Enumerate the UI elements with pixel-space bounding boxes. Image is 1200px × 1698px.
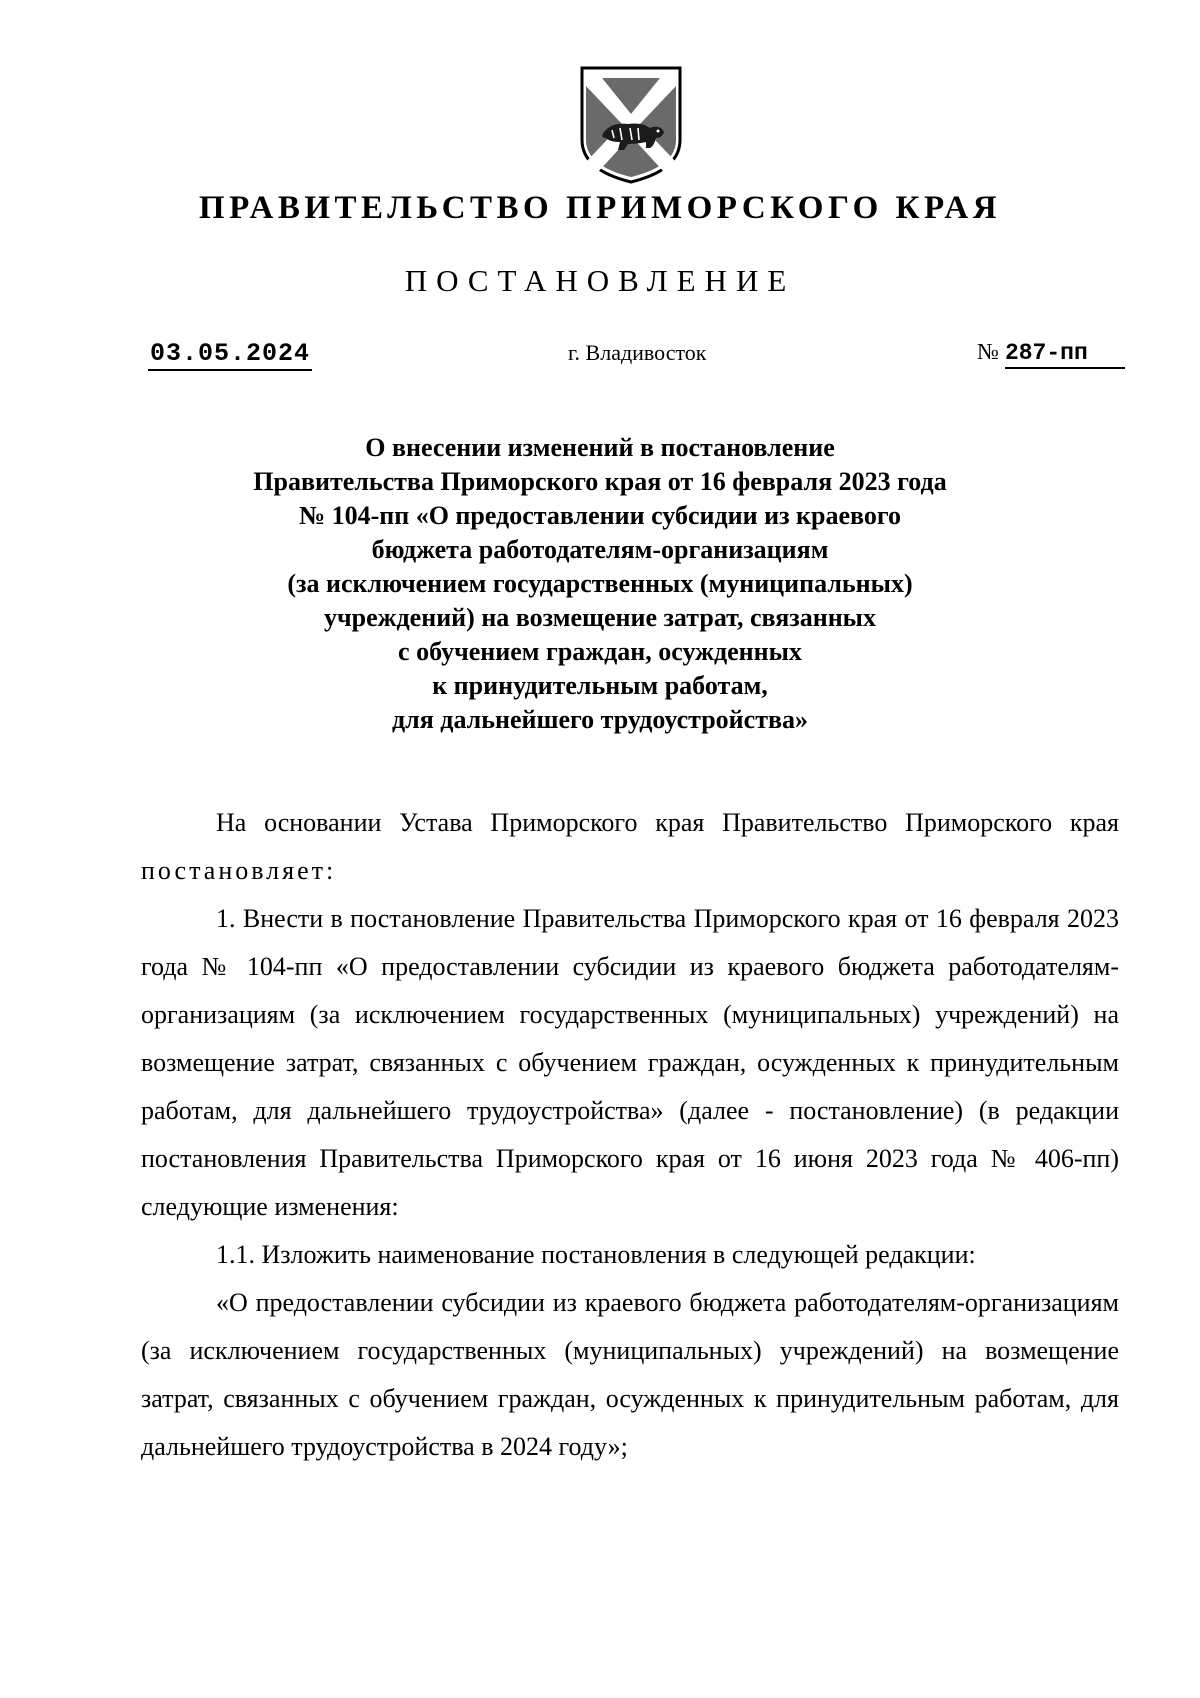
title-line: бюджета работодателям-организациям	[371, 535, 829, 564]
preamble-text: На основании Устава Приморского края Правительство Приморского края	[216, 808, 1119, 837]
preamble-paragraph	[141, 799, 1119, 895]
coat-of-arms-icon	[576, 62, 686, 184]
quote-paragraph: «О предоставлении субсидии из краевого бюджета работодателям-организациям (за исключением государственных (муниципальных) учреждений) на возмещение затрат, связанных с обучением граждан, осужденных к принудительным работам, для дальнейшего трудоустройства в 2024 году»;	[141, 1288, 1119, 1461]
title-line: к принудительным работам,	[432, 671, 768, 700]
number-value: 287-пп	[1005, 340, 1125, 369]
document-type: ПОСТАНОВЛЕНИЕ	[404, 263, 796, 298]
document-date: 03.05.2024	[148, 339, 312, 371]
organization-name: ПРАВИТЕЛЬСТВО ПРИМОРСКОГО КРАЯ	[198, 190, 1002, 226]
title-line: учреждений) на возмещение затрат, связанных	[324, 603, 876, 632]
item-1-paragraph: 1. Внести в постановление Правительства Приморского края от 16 февраля 2023 года № 104-пп «О предоставлении субсидии из краевого бюджета работодателям-организациям (за исключением государственных (муниципальных) учреждений) на возмещение затрат, связанных с обучением граждан, осужденных к принудительным работам, для дальнейшего трудоустройства» (далее - постановление) (в редакции постановления Правительства Приморского края от 16 июня 2023 года № 406-пп) следующие изменения:	[141, 904, 1119, 1221]
number-prefix: №	[977, 339, 999, 364]
document-body	[141, 799, 1119, 1471]
title-line: О внесении изменений в постановление	[365, 433, 835, 462]
document-number	[977, 339, 1125, 369]
title-line: с обучением граждан, осужденных	[398, 637, 802, 666]
preamble-verb: постановляет:	[141, 856, 337, 885]
title-line: № 104-пп «О предоставлении субсидии из краевого	[298, 501, 902, 530]
document-city: г. Владивосток	[568, 340, 707, 365]
title-line: Правительства Приморского края от 16 февраля 2023 года	[253, 467, 947, 496]
document-title	[140, 431, 1060, 737]
item-1-1-paragraph: 1.1. Изложить наименование постановления в следующей редакции:	[216, 1240, 976, 1269]
title-line: (за исключением государственных (муниципальных)	[287, 569, 913, 598]
title-line: для дальнейшего трудоустройства»	[391, 705, 809, 734]
